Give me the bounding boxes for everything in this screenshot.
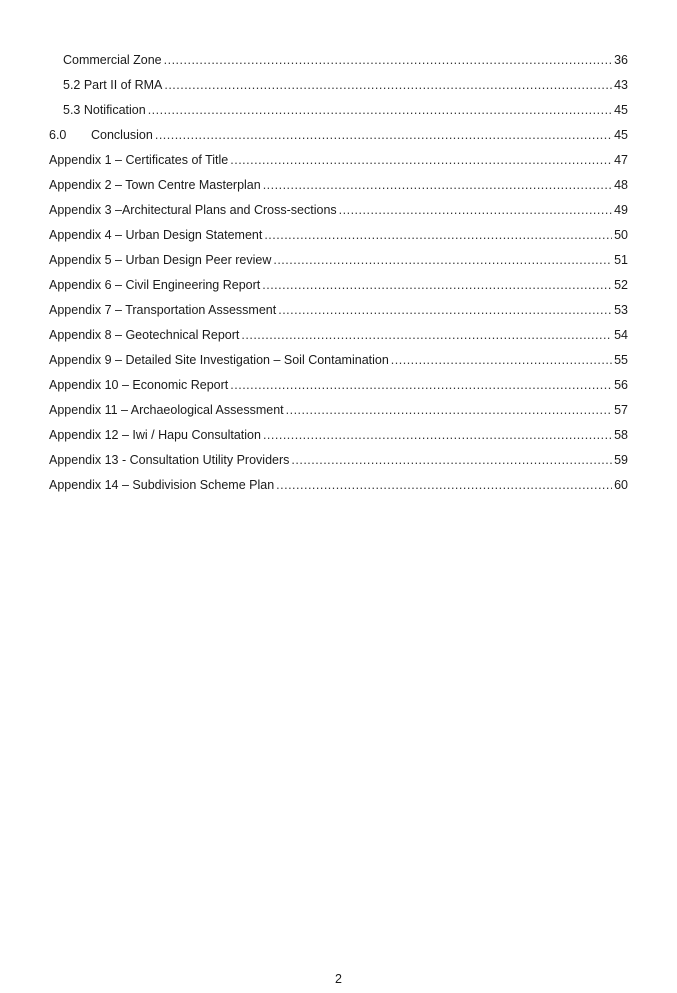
toc-entry-title: Appendix 6 – Civil Engineering Report (49, 278, 261, 292)
toc-entry-title: Appendix 2 – Town Centre Masterplan (49, 178, 261, 192)
toc-entry[interactable] (49, 173, 628, 198)
toc-entry-page: 60 (614, 478, 628, 492)
toc-entry-page: 51 (614, 253, 628, 267)
toc-entry-title: Appendix 12 – Iwi / Hapu Consultation (49, 428, 261, 442)
toc-entry-title: Appendix 4 – Urban Design Statement (49, 228, 263, 242)
toc-entry-title: Appendix 7 – Transportation Assessment (49, 303, 277, 317)
dot-leader (291, 448, 612, 473)
dot-leader (276, 473, 612, 498)
toc-entry[interactable] (49, 398, 628, 423)
toc-entry-title: Appendix 13 - Consultation Utility Providers (49, 453, 290, 467)
toc-entry-page: 43 (614, 78, 628, 92)
dot-leader (155, 123, 612, 148)
toc-entry-page: 52 (614, 278, 628, 292)
table-of-contents (49, 48, 628, 498)
toc-entry[interactable] (49, 373, 628, 398)
toc-entry[interactable] (49, 73, 628, 98)
toc-entry-page: 59 (614, 453, 628, 467)
toc-entry[interactable] (49, 448, 628, 473)
toc-entry-page: 45 (614, 103, 628, 117)
toc-entry[interactable] (49, 348, 628, 373)
toc-entry-title: Appendix 10 – Economic Report (49, 378, 229, 392)
toc-entry-page: 47 (614, 153, 628, 167)
toc-entry[interactable] (49, 98, 628, 123)
toc-entry[interactable] (49, 223, 628, 248)
toc-entry[interactable] (49, 248, 628, 273)
page-number: 2 (335, 972, 342, 986)
toc-entry[interactable] (49, 198, 628, 223)
toc-entry-page: 36 (614, 53, 628, 67)
toc-entry-title: Conclusion (91, 128, 153, 142)
toc-entry-title: 5.3 Notification (63, 103, 146, 117)
dot-leader (262, 273, 612, 298)
dot-leader (278, 298, 612, 323)
toc-entry-page: 56 (614, 378, 628, 392)
dot-leader (263, 173, 612, 198)
toc-entry-page: 57 (614, 403, 628, 417)
toc-entry[interactable] (49, 423, 628, 448)
dot-leader (286, 398, 612, 423)
toc-entry-title: Appendix 1 – Certificates of Title (49, 153, 229, 167)
toc-entry[interactable] (49, 298, 628, 323)
toc-entry-page: 45 (614, 128, 628, 142)
toc-entry-page: 58 (614, 428, 628, 442)
dot-leader (264, 223, 612, 248)
toc-entry-title: Appendix 3 –Architectural Plans and Cross-sections (49, 203, 337, 217)
toc-entry-title: Appendix 8 – Geotechnical Report (49, 328, 240, 342)
dot-leader (339, 198, 612, 223)
toc-entry-page: 54 (614, 328, 628, 342)
toc-entry-title: 5.2 Part II of RMA (63, 78, 163, 92)
dot-leader (263, 423, 612, 448)
toc-entry[interactable] (49, 148, 628, 173)
toc-entry-title: Commercial Zone (63, 53, 162, 67)
toc-entry[interactable] (49, 323, 628, 348)
toc-entry-page: 55 (614, 353, 628, 367)
toc-entry-page: 49 (614, 203, 628, 217)
toc-entry[interactable] (49, 473, 628, 498)
toc-entry[interactable] (49, 48, 628, 73)
toc-entry-page: 53 (614, 303, 628, 317)
toc-entry[interactable] (49, 273, 628, 298)
dot-leader (391, 348, 612, 373)
toc-entry-title: Appendix 11 – Archaeological Assessment (49, 403, 284, 417)
toc-entry-page: 50 (614, 228, 628, 242)
toc-entry-title: Appendix 9 – Detailed Site Investigation – Soil Contamination (49, 353, 389, 367)
toc-entry-title: Appendix 14 – Subdivision Scheme Plan (49, 478, 275, 492)
dot-leader (241, 323, 612, 348)
toc-entry[interactable] (49, 123, 628, 148)
dot-leader (148, 98, 612, 123)
dot-leader (164, 73, 612, 98)
dot-leader (230, 373, 612, 398)
dot-leader (273, 248, 612, 273)
toc-entry-number: 6.0 (49, 128, 67, 142)
dot-leader (164, 48, 612, 73)
toc-entry-page: 48 (614, 178, 628, 192)
toc-entry-title: Appendix 5 – Urban Design Peer review (49, 253, 272, 267)
dot-leader (230, 148, 612, 173)
